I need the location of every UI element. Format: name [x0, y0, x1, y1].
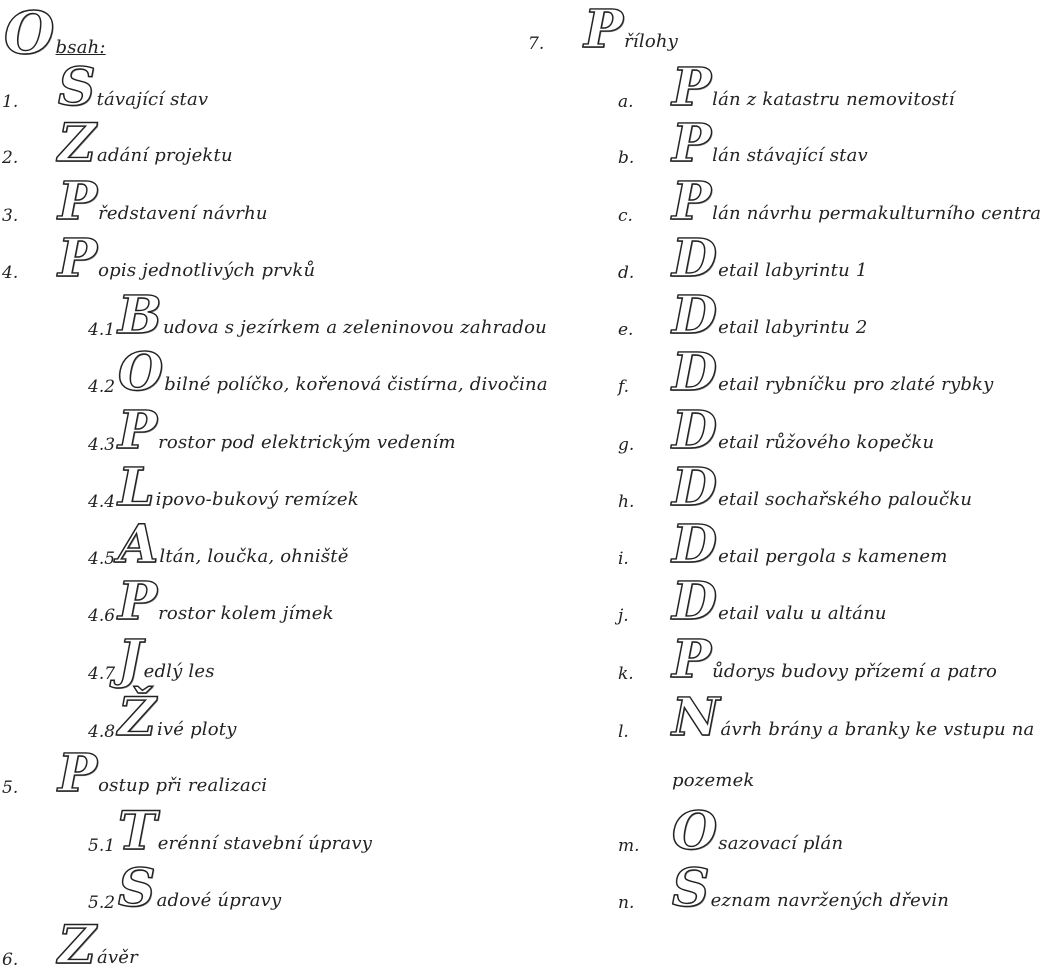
toc-left-entry: [118, 285, 547, 346]
toc-left-text: ivé ploty: [156, 719, 237, 740]
toc-left-entry: [118, 687, 237, 748]
toc-left-entry: [58, 228, 316, 289]
toc-left-number: 4.2: [88, 377, 116, 397]
toc-right-entry: [672, 228, 868, 289]
toc-right-entry: [672, 171, 1041, 232]
toc-left-number: 3.: [2, 206, 19, 226]
toc-left-text: ostup při realizaci: [98, 775, 268, 796]
toc-left-number: 4.6: [88, 606, 116, 626]
toc-left-number: 5.: [2, 778, 19, 798]
toc-right-number: g.: [618, 435, 635, 455]
toc-right-number: n.: [618, 893, 635, 913]
toc-right-text: etail rybníčku pro zlaté rybky: [718, 374, 994, 395]
attachments-heading: [584, 0, 679, 60]
toc-right-initial: N: [672, 687, 720, 748]
toc-left-initial: P: [118, 571, 158, 632]
toc-left-number: 5.2: [88, 893, 116, 913]
toc-left-initial: L: [118, 457, 155, 518]
toc-left-initial: S: [58, 57, 96, 118]
toc-left-text: adové úpravy: [156, 890, 282, 911]
toc-left-number: 6.: [2, 950, 19, 970]
toc-left-initial: P: [58, 171, 98, 232]
attachments-number: 7.: [528, 34, 545, 54]
toc-right-text: etail sochařského paloučku: [718, 489, 973, 510]
toc-left-entry: [58, 743, 268, 804]
toc-right-entry: [672, 770, 755, 791]
toc-left-entry: [58, 113, 233, 174]
toc-left-text: opis jednotlivých prvků: [98, 260, 316, 281]
toc-left-text: távající stav: [96, 89, 209, 110]
toc-right-number: j.: [618, 606, 629, 626]
toc-right-number: c.: [618, 206, 633, 226]
toc-left-initial: P: [58, 743, 98, 804]
title-initial: O: [4, 0, 55, 67]
toc-right-initial: P: [672, 629, 712, 690]
toc-right-text: etail labyrintu 1: [718, 260, 868, 281]
toc-right-initial: D: [672, 228, 718, 289]
toc-right-initial: D: [672, 400, 718, 461]
toc-left-number: 4.3: [88, 435, 116, 455]
toc-left-text: bilné políčko, kořenová čistírna, divočina: [164, 374, 548, 395]
toc-left-entry: [58, 171, 268, 232]
toc-right-text: etail labyrintu 2: [718, 317, 868, 338]
toc-left-initial: J: [118, 629, 143, 690]
toc-left-initial: T: [118, 801, 157, 862]
toc-right-entry: [672, 514, 948, 575]
toc-left-initial: Z: [58, 915, 96, 976]
toc-left-initial: Z: [58, 113, 96, 174]
toc-right-entry: [672, 457, 973, 518]
toc-left-number: 4.: [2, 263, 19, 283]
toc-right-text: sazovací plán: [718, 833, 844, 854]
toc-right-number: i.: [618, 549, 629, 569]
toc-right-number: a.: [618, 92, 634, 112]
toc-right-text: eznam navržených dřevin: [710, 890, 950, 911]
toc-left-number: 4.4: [88, 492, 116, 512]
toc-right-text: pozemek: [672, 770, 755, 791]
toc-left-initial: A: [118, 514, 159, 575]
toc-left-text: rostor pod elektrickým vedením: [158, 432, 456, 453]
toc-right-entry: [672, 113, 868, 174]
toc-left-entry: [118, 858, 282, 919]
toc-right-entry: [672, 400, 935, 461]
toc-right-entry: [672, 801, 844, 862]
toc-left-initial: B: [118, 285, 162, 346]
toc-right-number: k.: [618, 664, 634, 684]
toc-left-number: 2.: [2, 148, 19, 168]
toc-left-text: ltán, loučka, ohniště: [159, 546, 349, 567]
toc-right-number: h.: [618, 492, 635, 512]
toc-left-entry: [118, 457, 359, 518]
toc-right-number: m.: [618, 836, 640, 856]
toc-right-entry: [672, 687, 1035, 748]
toc-right-entry: [672, 285, 868, 346]
toc-left-text: ipovo-bukový remízek: [155, 489, 359, 510]
toc-right-initial: P: [672, 113, 712, 174]
attachments-initial: P: [584, 0, 624, 60]
toc-title: [4, 0, 106, 67]
toc-left-number: 4.5: [88, 549, 116, 569]
toc-left-text: ávěr: [96, 947, 138, 968]
toc-left-number: 4.1: [88, 320, 116, 340]
toc-right-text: lán z katastru nemovitostí: [712, 89, 955, 110]
toc-right-number: f.: [618, 377, 630, 397]
toc-left-number: 4.8: [88, 722, 116, 742]
toc-left-entry: [58, 915, 138, 976]
toc-right-initial: D: [672, 514, 718, 575]
toc-left-entry: [118, 629, 215, 690]
toc-left-initial: P: [118, 400, 158, 461]
toc-right-initial: D: [672, 285, 718, 346]
toc-left-entry: [58, 57, 209, 118]
toc-right-initial: P: [672, 171, 712, 232]
toc-right-initial: P: [672, 57, 712, 118]
toc-left-initial: Ž: [118, 687, 156, 748]
toc-left-initial: S: [118, 858, 156, 919]
toc-right-text: etail pergola s kamenem: [718, 546, 948, 567]
toc-left-text: edlý les: [143, 661, 215, 682]
toc-right-initial: D: [672, 571, 718, 632]
toc-left-entry: [118, 571, 334, 632]
toc-right-initial: S: [672, 858, 710, 919]
toc-right-entry: [672, 571, 887, 632]
toc-left-initial: O: [118, 342, 164, 403]
toc-left-entry: [118, 342, 548, 403]
toc-right-initial: D: [672, 457, 718, 518]
toc-right-text: etail valu u altánu: [718, 603, 887, 624]
toc-right-initial: O: [672, 801, 718, 862]
toc-right-initial: D: [672, 342, 718, 403]
toc-left-entry: [118, 514, 349, 575]
toc-left-entry: [118, 400, 456, 461]
attachments-text: řílohy: [624, 31, 679, 52]
toc-right-number: d.: [618, 263, 635, 283]
toc-left-initial: P: [58, 228, 98, 289]
toc-left-text: erénní stavební úpravy: [157, 833, 373, 854]
toc-left-text: rostor kolem jímek: [158, 603, 334, 624]
toc-left-text: adání projektu: [96, 145, 233, 166]
toc-right-text: lán návrhu permakulturního centra: [712, 203, 1041, 224]
toc-right-text: ávrh brány a branky ke vstupu na: [720, 719, 1035, 740]
toc-left-number: 4.7: [88, 664, 116, 684]
toc-right-entry: [672, 57, 955, 118]
title-text: bsah:: [55, 37, 106, 58]
toc-right-entry: [672, 629, 998, 690]
toc-right-entry: [672, 342, 994, 403]
toc-right-text: etail růžového kopečku: [718, 432, 935, 453]
toc-right-text: lán stávající stav: [712, 145, 868, 166]
toc-right-text: ůdorys budovy přízemí a patro: [712, 661, 998, 682]
toc-left-number: 5.1: [88, 836, 116, 856]
toc-right-number: b.: [618, 148, 635, 168]
toc-left-text: ředstavení návrhu: [98, 203, 268, 224]
toc-left-text: udova s jezírkem a zeleninovou zahradou: [162, 317, 547, 338]
toc-left-number: 1.: [2, 92, 19, 112]
toc-right-number: e.: [618, 320, 634, 340]
toc-right-entry: [672, 858, 950, 919]
toc-right-number: l.: [618, 722, 629, 742]
toc-left-entry: [118, 801, 373, 862]
